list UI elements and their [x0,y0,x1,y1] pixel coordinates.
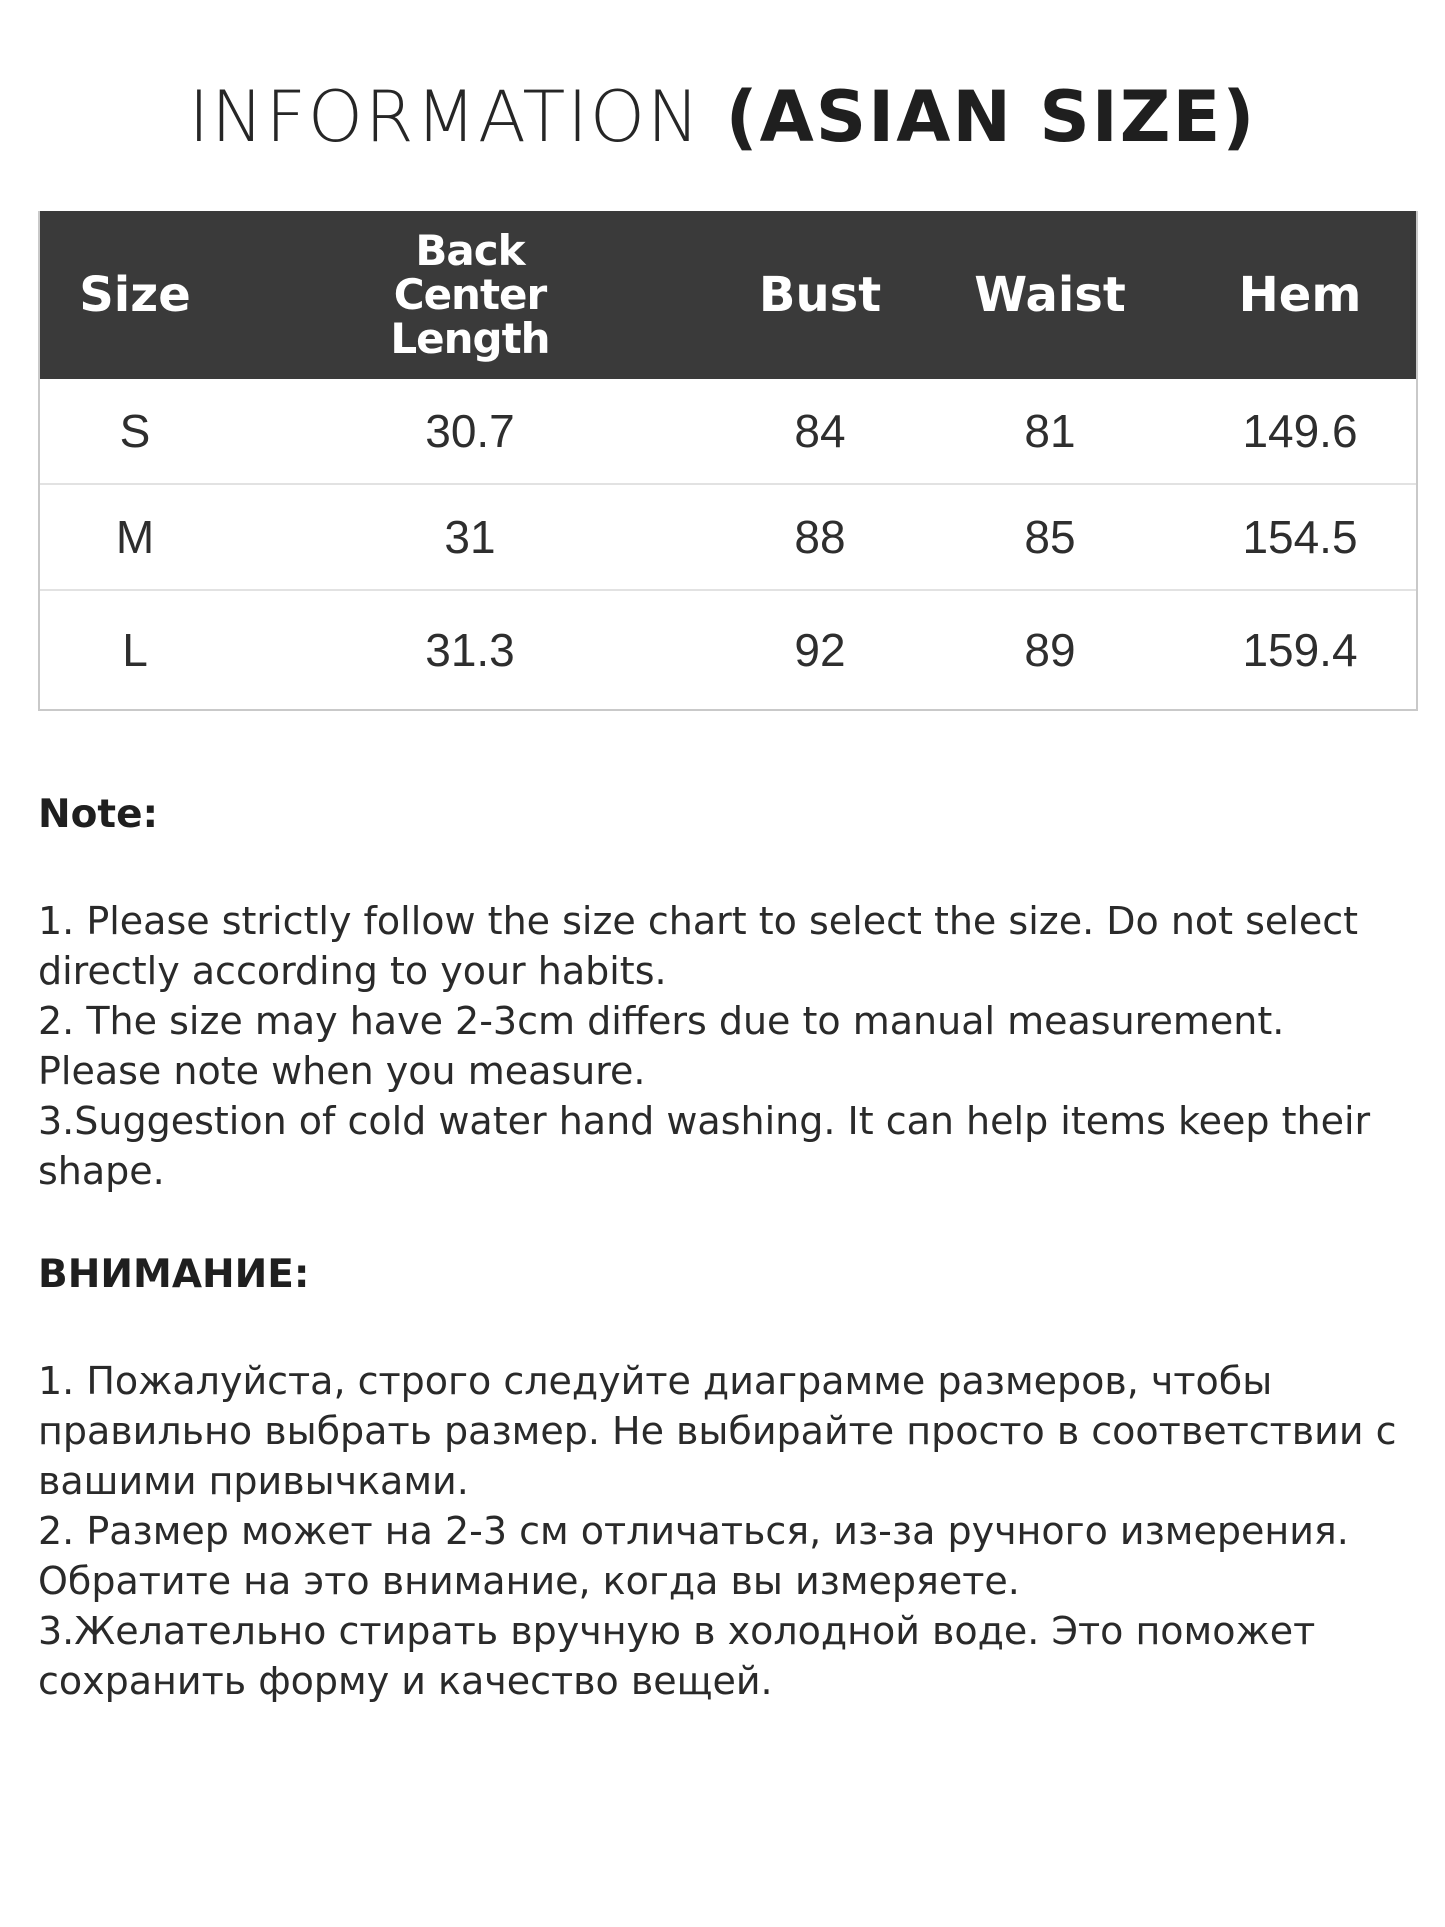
note-russian [38,1250,1418,1706]
table-row [40,485,1416,591]
header-size: Size [79,267,191,323]
cell-size: S [119,405,151,457]
note-english [38,790,1418,1196]
cell-bust: 92 [794,624,846,676]
cell-hem: 159.4 [1242,624,1358,676]
table-header [40,211,1416,379]
note-item-ru: 2. Размер может на 2-3 см отличаться, из-за ручного измерения. Обратите на это внимание, когда вы измеряете. [38,1509,1349,1603]
header-hem: Hem [1238,267,1362,323]
cell-waist: 89 [1024,624,1076,676]
size-table [38,211,1418,711]
cell-size: L [122,624,148,676]
note-item: 2. The size may have 2-3cm differs due to manual measurement. Please note when you measure. [38,999,1285,1093]
cell-hem: 154.5 [1242,511,1358,563]
table-row [40,379,1416,485]
cell-bust: 88 [794,511,846,563]
notes-section [38,790,1418,1760]
table-row [40,591,1416,709]
note-item: 1. Please strictly follow the size chart to select the size. Do not select directly according to your habits. [38,899,1359,993]
header-back-center-length-label: Back Center Length [390,226,550,363]
cell-waist: 85 [1024,511,1076,563]
cell-back-center-length: 30.7 [425,405,515,457]
note-heading: Note: [38,792,159,837]
page-title [0,72,1445,162]
cell-hem: 149.6 [1242,405,1358,457]
header-waist: Waist [974,267,1126,323]
title-size-system: (ASIAN SIZE) [725,76,1257,158]
cell-back-center-length: 31 [444,511,496,563]
cell-back-center-length: 31.3 [425,624,515,676]
note-heading-ru: ВНИМАНИЕ: [38,1252,310,1297]
cell-waist: 81 [1024,405,1076,457]
header-back-center-length [240,211,700,379]
cell-size: M [115,511,155,563]
note-item: 3.Suggestion of cold water hand washing. It can help items keep their shape. [38,1099,1371,1193]
title-main: INFORMATION [188,76,726,158]
note-item-ru: 3.Желательно стирать вручную в холодной воде. Это поможет сохранить форму и качество вещей. [38,1609,1316,1703]
cell-bust: 84 [794,405,846,457]
note-item-ru: 1. Пожалуйста, строго следуйте диаграмме размеров, чтобы правильно выбрать размер. Не выбирайте просто в соответствии с вашими привычками. [38,1359,1397,1503]
header-bust: Bust [758,267,882,323]
